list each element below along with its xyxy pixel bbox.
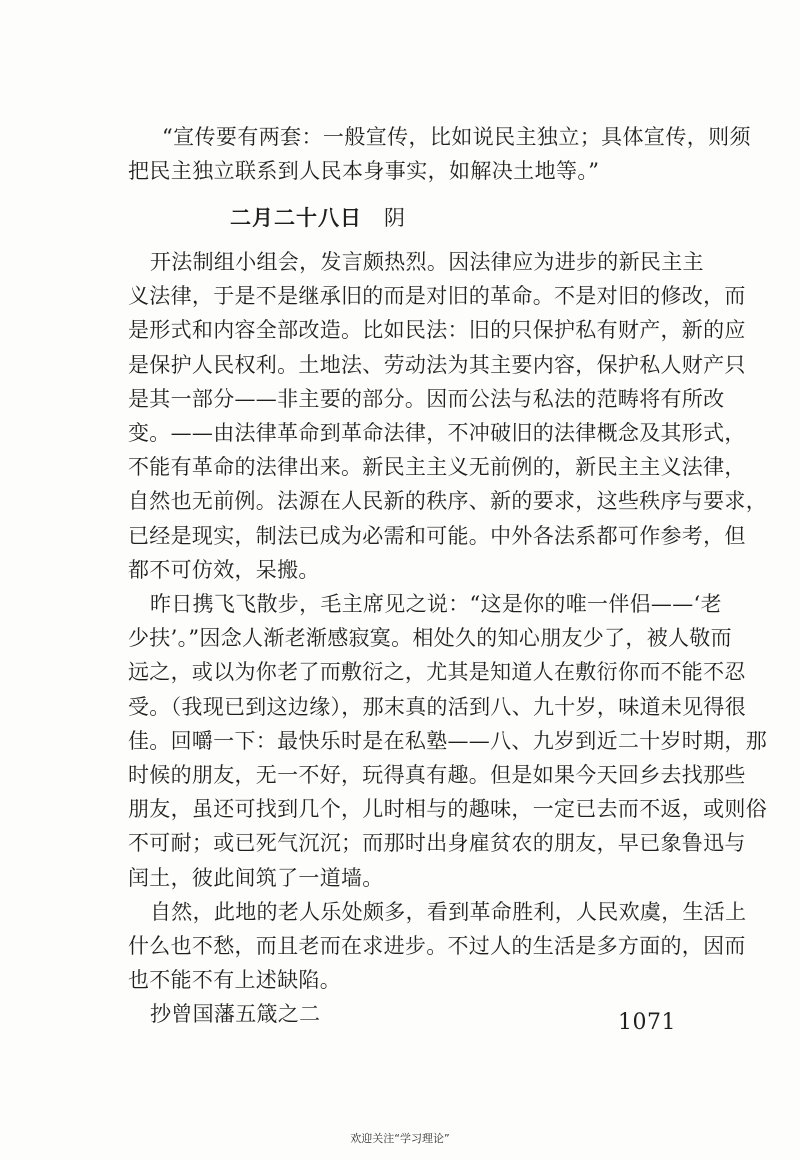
text-line: 远之，或以为你老了而敷衍之，尤其是知道人在敷衍你而不能不忍 <box>128 660 746 685</box>
paragraph-4 <box>128 997 676 1031</box>
entry-body <box>128 245 767 1032</box>
text-line: 已经是现实，制法已成为必需和可能。中外各法系都可作参考，但 <box>128 523 746 548</box>
entry-date: 二月二十八日 <box>230 206 362 230</box>
entry-weather: 阴 <box>384 206 406 230</box>
text-line: 昨日携飞飞散步，毛主席见之说：“这是你的唯一伴侣——‘老 <box>150 592 722 617</box>
footer-note: 欢迎关注“学习理论” <box>350 1132 450 1145</box>
paragraph-2 <box>128 587 767 895</box>
text-line: 不可耐；或已死气沉沉；而那时出身雇贫农的朋友，早已象鲁迅与 <box>128 831 746 856</box>
text-line: 开法制组小组会，发言颇热烈。因法律应为进步的新民主主 <box>150 250 704 274</box>
text-line: 也不能不有上述缺陷。 <box>128 968 341 993</box>
text-line: 变。——由法律革命到革命法律，不冲破旧的法律概念及其形式， <box>128 421 746 446</box>
text-line: 是形式和内容全部改造。比如民法：旧的只保护私有财产，新的应 <box>128 318 746 343</box>
text-line: 自然也无前例。法源在人民新的秩序、新的要求，这些秩序与要求， <box>128 489 767 514</box>
paragraph-3 <box>128 895 747 998</box>
text-line: 义法律，于是不是继承旧的而是对旧的革命。不是对旧的修改，而 <box>128 284 746 309</box>
text-line: 朋友，虽还可找到几个，儿时相与的趣味，一定已去而不返，或则俗 <box>128 797 767 822</box>
diary-entry-heading <box>230 203 406 233</box>
text-line: 不能有革命的法律出来。新民主主义无前例的，新民主主义法律， <box>128 455 746 480</box>
text-line: 是保护人民权利。土地法、劳动法为其主要内容，保护私人财产只 <box>128 352 746 377</box>
paragraph-1 <box>128 245 767 587</box>
quote-line: “宣传要有两套：一般宣传，比如说民主独立；具体宣传，则须 <box>162 125 751 149</box>
text-line: 自然，此地的老人乐处颇多，看到革命胜利，人民欢虞，生活上 <box>150 899 747 924</box>
text-line: 时候的朋友，无一不好，玩得真有趣。但是如果今天回乡去找那些 <box>128 763 746 788</box>
text-line: 佳。回嚼一下：最快乐时是在私塾——八、九岁到近二十岁时期，那 <box>128 728 767 753</box>
text-line: 受。（我现已到这边缘），那末真的活到八、九十岁，味道未见得很 <box>128 694 746 719</box>
page-number: 1071 <box>618 1010 676 1035</box>
text-line: 什么也不愁，而且老而在求进步。不过人的生活是多方面的，因而 <box>128 934 746 959</box>
text-line: 都不可仿效，呆搬。 <box>128 557 320 582</box>
quote-block <box>128 120 751 188</box>
text-line: 是其一部分——非主要的部分。因而公法与私法的范畴将有所改 <box>128 386 725 411</box>
text-line: 抄曾国藩五箴之二 <box>150 1002 321 1027</box>
text-line: 少扶’。”因念人渐老渐感寂寞。相处久的知心朋友少了，被人敬而 <box>128 626 732 651</box>
text-line: 闰土，彼此间筑了一道墙。 <box>128 865 384 890</box>
quote-line: 把民主独立联系到人民本身事实，如解决土地等。” <box>128 159 600 183</box>
